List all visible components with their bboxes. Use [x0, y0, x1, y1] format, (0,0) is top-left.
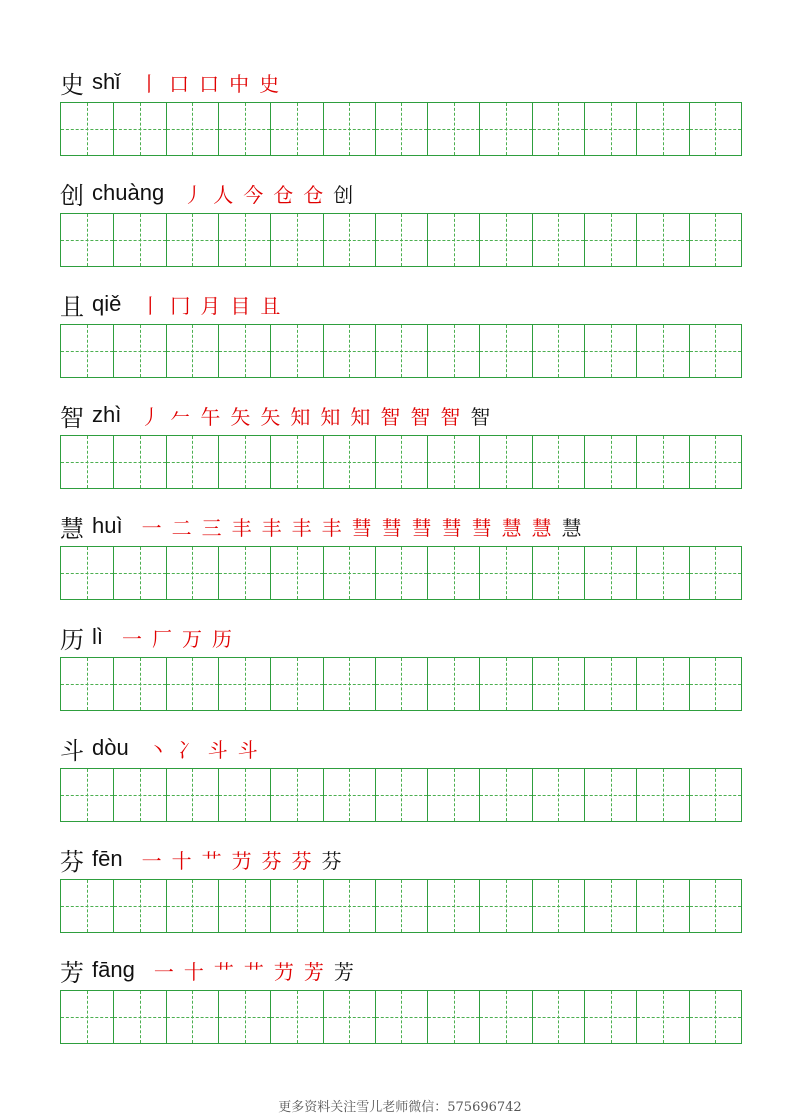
writing-grid [60, 657, 742, 711]
writing-cell[interactable] [689, 436, 741, 488]
writing-cell[interactable] [532, 325, 584, 377]
writing-cell[interactable] [323, 658, 375, 710]
writing-cell[interactable] [218, 547, 270, 599]
stroke-step: 仓 [273, 182, 294, 207]
stroke-step: 智 [470, 404, 491, 429]
writing-cell[interactable] [375, 547, 427, 599]
stroke-step: 月 [200, 293, 221, 318]
stroke-step: 芬 [261, 848, 282, 873]
stroke-step: 彗 [471, 515, 492, 540]
writing-cell[interactable] [689, 769, 741, 821]
stroke-step: 一 [141, 515, 162, 540]
stroke-step: 芳 [333, 959, 354, 984]
writing-cell[interactable] [61, 547, 113, 599]
writing-cell[interactable] [323, 769, 375, 821]
writing-cell[interactable] [689, 214, 741, 266]
character: 智 [60, 403, 84, 432]
writing-cell[interactable] [532, 880, 584, 932]
writing-cell[interactable] [584, 103, 636, 155]
character: 史 [60, 70, 84, 99]
writing-cell[interactable] [218, 880, 270, 932]
stroke-step: 历 [212, 626, 232, 651]
row-heading [60, 728, 263, 768]
writing-cell[interactable] [636, 214, 688, 266]
pinyin: shǐ [92, 69, 121, 94]
writing-cell[interactable] [166, 769, 218, 821]
stroke-order-sequence [135, 289, 285, 319]
writing-cell[interactable] [636, 436, 688, 488]
stroke-step: 彗 [441, 515, 462, 540]
writing-cell[interactable] [375, 991, 427, 1043]
writing-cell[interactable] [427, 325, 479, 377]
writing-cell[interactable] [375, 880, 427, 932]
writing-cell[interactable] [636, 991, 688, 1043]
writing-cell[interactable] [479, 103, 531, 155]
writing-cell[interactable] [323, 436, 375, 488]
stroke-step: 知 [290, 404, 311, 429]
writing-cell[interactable] [584, 547, 636, 599]
stroke-step: 彗 [381, 515, 402, 540]
pinyin: lì [92, 624, 103, 649]
character-row [60, 839, 742, 951]
character: 斗 [60, 736, 84, 765]
character-row [60, 173, 742, 285]
stroke-step: 芳 [303, 959, 324, 984]
stroke-step: 午 [200, 404, 221, 429]
stroke-order-sequence [137, 844, 347, 874]
writing-cell[interactable] [479, 991, 531, 1043]
character-row [60, 62, 742, 174]
pinyin: chuàng [92, 180, 165, 205]
stroke-order-sequence [149, 955, 359, 985]
pinyin: dòu [92, 735, 129, 760]
pinyin: fāng [92, 957, 135, 982]
writing-cell[interactable] [479, 214, 531, 266]
writing-cell[interactable] [323, 325, 375, 377]
writing-cell[interactable] [427, 991, 479, 1043]
writing-cell[interactable] [323, 103, 375, 155]
stroke-step: 斗 [207, 737, 228, 762]
character-row [60, 506, 742, 618]
writing-cell[interactable] [375, 214, 427, 266]
stroke-step: 十 [183, 959, 204, 984]
writing-cell[interactable] [636, 547, 688, 599]
writing-cell[interactable] [689, 103, 741, 155]
writing-cell[interactable] [479, 547, 531, 599]
writing-grid [60, 546, 742, 600]
stroke-step: 冂 [170, 293, 191, 318]
writing-cell[interactable] [427, 436, 479, 488]
writing-cell[interactable] [218, 214, 270, 266]
pinyin: zhì [92, 402, 122, 427]
stroke-step: 丰 [231, 515, 252, 540]
writing-cell[interactable] [61, 880, 113, 932]
writing-cell[interactable] [584, 991, 636, 1043]
writing-cell[interactable] [479, 325, 531, 377]
writing-cell[interactable] [323, 547, 375, 599]
stroke-step: 厂 [152, 626, 172, 651]
writing-cell[interactable] [166, 325, 218, 377]
row-heading [60, 395, 495, 435]
stroke-step: 智 [440, 404, 461, 429]
writing-cell[interactable] [113, 658, 165, 710]
stroke-order-sequence [137, 511, 587, 541]
character: 芳 [60, 958, 84, 987]
writing-cell[interactable] [166, 547, 218, 599]
writing-cell[interactable] [375, 436, 427, 488]
stroke-step: 知 [350, 404, 371, 429]
character-row [60, 617, 742, 729]
stroke-step: 智 [380, 404, 401, 429]
stroke-step: 矢 [260, 404, 281, 429]
stroke-order-sequence [143, 733, 263, 763]
writing-cell[interactable] [61, 436, 113, 488]
writing-cell[interactable] [218, 991, 270, 1043]
stroke-step: 口 [199, 71, 220, 96]
character: 且 [60, 292, 84, 321]
row-heading [60, 950, 359, 990]
writing-cell[interactable] [270, 880, 322, 932]
stroke-step: 智 [410, 404, 431, 429]
writing-cell[interactable] [113, 214, 165, 266]
writing-cell[interactable] [584, 769, 636, 821]
writing-cell[interactable] [584, 436, 636, 488]
writing-grid [60, 879, 742, 933]
stroke-step: 矢 [230, 404, 251, 429]
stroke-order-sequence [134, 67, 284, 97]
stroke-step: 二 [171, 515, 192, 540]
writing-cell[interactable] [427, 880, 479, 932]
writing-cell[interactable] [166, 214, 218, 266]
stroke-step: 口 [169, 71, 190, 96]
writing-cell[interactable] [427, 547, 479, 599]
writing-cell[interactable] [427, 103, 479, 155]
stroke-step: 𠂉 [170, 404, 191, 429]
footer-note: 更多资料关注雪儿老师微信：575696742 [278, 1100, 522, 1115]
writing-grid [60, 213, 742, 267]
writing-cell[interactable] [218, 103, 270, 155]
writing-cell[interactable] [218, 325, 270, 377]
writing-cell[interactable] [479, 880, 531, 932]
row-heading [60, 173, 358, 213]
writing-cell[interactable] [61, 991, 113, 1043]
writing-cell[interactable] [218, 436, 270, 488]
writing-cell[interactable] [270, 991, 322, 1043]
writing-cell[interactable] [636, 880, 688, 932]
stroke-step: 一 [141, 848, 162, 873]
stroke-step: 芀 [273, 959, 294, 984]
writing-grid [60, 990, 742, 1044]
stroke-step: 丿 [183, 182, 204, 207]
writing-cell[interactable] [584, 214, 636, 266]
writing-grid [60, 435, 742, 489]
writing-cell[interactable] [532, 214, 584, 266]
writing-cell[interactable] [61, 214, 113, 266]
stroke-step: 慧 [501, 515, 522, 540]
writing-cell[interactable] [689, 991, 741, 1043]
writing-cell[interactable] [270, 658, 322, 710]
writing-cell[interactable] [375, 325, 427, 377]
writing-cell[interactable] [532, 769, 584, 821]
stroke-step: 丿 [140, 404, 161, 429]
stroke-step: 今 [243, 182, 264, 207]
stroke-step: 芬 [291, 848, 312, 873]
character-row [60, 395, 742, 507]
writing-cell[interactable] [636, 103, 688, 155]
stroke-order-sequence [178, 178, 358, 208]
stroke-step: 一 [153, 959, 174, 984]
writing-cell[interactable] [113, 769, 165, 821]
writing-cell[interactable] [636, 658, 688, 710]
stroke-step: 丰 [261, 515, 282, 540]
writing-grid [60, 324, 742, 378]
stroke-step: 冫 [177, 737, 198, 762]
row-heading [60, 506, 587, 546]
writing-cell[interactable] [427, 214, 479, 266]
character-row [60, 950, 742, 1062]
stroke-order-sequence [135, 400, 495, 430]
writing-cell[interactable] [584, 325, 636, 377]
pinyin: qiě [92, 291, 122, 316]
writing-cell[interactable] [166, 991, 218, 1043]
writing-cell[interactable] [270, 769, 322, 821]
character: 历 [60, 625, 84, 654]
stroke-step: 丰 [291, 515, 312, 540]
writing-cell[interactable] [689, 658, 741, 710]
pinyin: huì [92, 513, 123, 538]
writing-cell[interactable] [532, 991, 584, 1043]
character: 创 [60, 181, 84, 210]
writing-cell[interactable] [61, 325, 113, 377]
character: 慧 [60, 514, 84, 543]
writing-cell[interactable] [166, 103, 218, 155]
writing-cell[interactable] [532, 103, 584, 155]
stroke-step: 创 [333, 182, 354, 207]
character: 芬 [60, 847, 84, 876]
writing-cell[interactable] [166, 880, 218, 932]
writing-cell[interactable] [270, 103, 322, 155]
writing-cell[interactable] [689, 547, 741, 599]
stroke-step: 中 [229, 71, 250, 96]
stroke-step: 艹 [243, 959, 264, 984]
stroke-step: 丰 [321, 515, 342, 540]
writing-cell[interactable] [479, 436, 531, 488]
stroke-step: 芀 [231, 848, 252, 873]
writing-cell[interactable] [113, 325, 165, 377]
stroke-step: 万 [182, 626, 202, 651]
writing-cell[interactable] [479, 769, 531, 821]
writing-grid [60, 102, 742, 156]
row-heading [60, 284, 285, 324]
stroke-step: 斗 [237, 737, 258, 762]
writing-cell[interactable] [113, 880, 165, 932]
writing-cell[interactable] [323, 880, 375, 932]
writing-cell[interactable] [636, 325, 688, 377]
writing-cell[interactable] [427, 658, 479, 710]
writing-cell[interactable] [113, 103, 165, 155]
stroke-step: 丨 [140, 293, 161, 318]
writing-cell[interactable] [427, 769, 479, 821]
stroke-step: 人 [213, 182, 234, 207]
stroke-step: 丨 [139, 71, 160, 96]
writing-cell[interactable] [584, 880, 636, 932]
stroke-step: 仓 [303, 182, 324, 207]
writing-grid [60, 768, 742, 822]
writing-cell[interactable] [375, 658, 427, 710]
row-heading [60, 617, 237, 657]
stroke-step: 知 [320, 404, 341, 429]
writing-cell[interactable] [689, 325, 741, 377]
character-row [60, 728, 742, 840]
writing-cell[interactable] [532, 547, 584, 599]
pinyin: fēn [92, 846, 123, 871]
writing-cell[interactable] [323, 214, 375, 266]
writing-cell[interactable] [61, 103, 113, 155]
writing-cell[interactable] [532, 436, 584, 488]
stroke-step: 三 [201, 515, 222, 540]
writing-cell[interactable] [689, 880, 741, 932]
stroke-step: 史 [259, 71, 280, 96]
writing-cell[interactable] [636, 769, 688, 821]
writing-cell[interactable] [270, 436, 322, 488]
writing-cell[interactable] [270, 214, 322, 266]
character-row [60, 284, 742, 396]
writing-cell[interactable] [323, 991, 375, 1043]
stroke-step: 艹 [213, 959, 234, 984]
writing-cell[interactable] [113, 991, 165, 1043]
stroke-step: 且 [260, 293, 281, 318]
writing-cell[interactable] [479, 658, 531, 710]
stroke-step: 目 [230, 293, 251, 318]
writing-cell[interactable] [375, 769, 427, 821]
row-heading [60, 839, 347, 879]
stroke-step: 丶 [147, 737, 168, 762]
writing-cell[interactable] [270, 547, 322, 599]
writing-cell[interactable] [532, 658, 584, 710]
stroke-step: 一 [122, 626, 142, 651]
row-heading [60, 62, 284, 102]
stroke-order-sequence [117, 622, 237, 652]
writing-cell[interactable] [61, 658, 113, 710]
stroke-step: 艹 [201, 848, 222, 873]
writing-cell[interactable] [166, 658, 218, 710]
writing-cell[interactable] [375, 103, 427, 155]
writing-cell[interactable] [113, 547, 165, 599]
writing-cell[interactable] [584, 658, 636, 710]
stroke-step: 彗 [351, 515, 372, 540]
stroke-step: 芬 [321, 848, 342, 873]
writing-cell[interactable] [61, 769, 113, 821]
stroke-step: 十 [171, 848, 192, 873]
writing-cell[interactable] [218, 658, 270, 710]
writing-cell[interactable] [113, 436, 165, 488]
stroke-step: 慧 [531, 515, 552, 540]
writing-cell[interactable] [166, 436, 218, 488]
writing-cell[interactable] [218, 769, 270, 821]
stroke-step: 彗 [411, 515, 432, 540]
writing-cell[interactable] [270, 325, 322, 377]
stroke-step: 慧 [561, 515, 582, 540]
